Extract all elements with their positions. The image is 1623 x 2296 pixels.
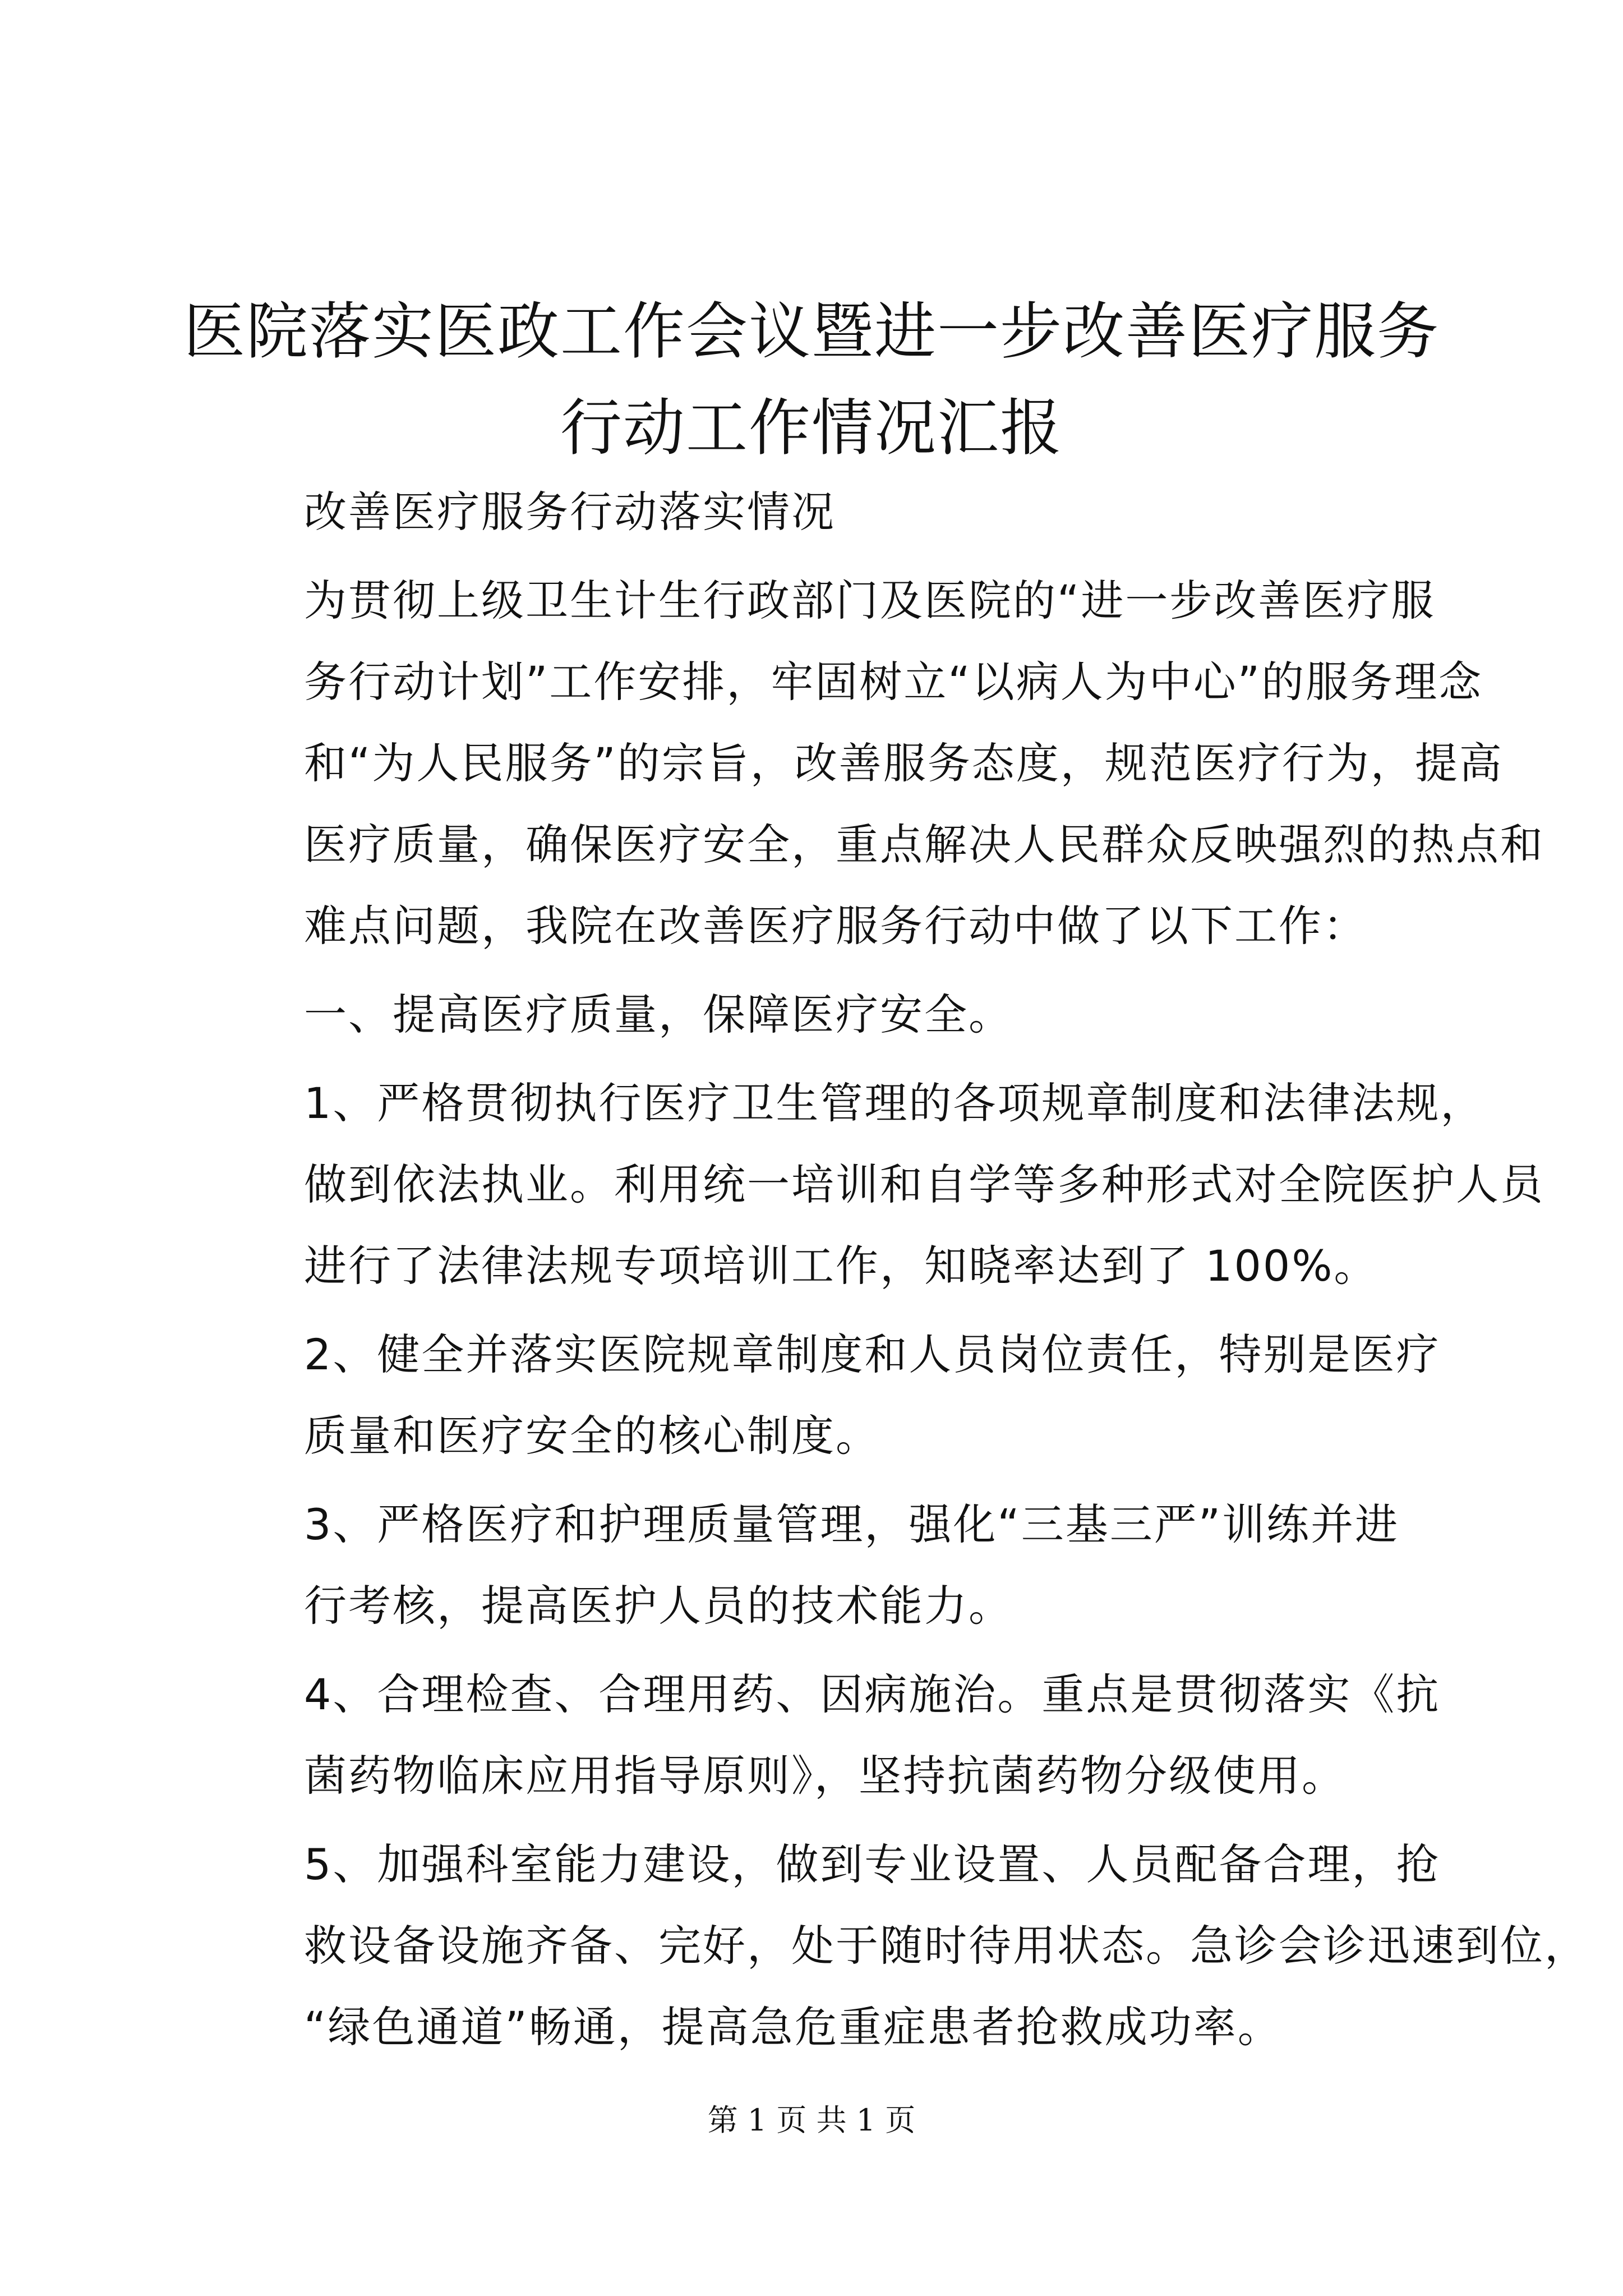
document-title [168,283,1455,476]
text-line: 2、健全并落实医院规章制度和人员岗位责任，特别是医疗 [304,1329,1441,1379]
title-line-2: 行动工作情况汇报 [560,392,1063,464]
text-line: 为贯彻上级卫生计生行政部门及医院的“进一步改善医疗服 [304,576,1436,625]
list-item-4 [219,1654,1441,1816]
text-line: 菌药物临床应用指导原则》，坚持抗菌药物分级使用。 [304,1751,1346,1801]
page-number-footer: 第 1 页 共 1 页 [707,2102,916,2138]
text-line: 医疗质量，确保医疗安全，重点解决人民群众反映强烈的热点和 [304,820,1544,869]
list-item-3 [219,1484,1408,1646]
text-line: 做到依法执业。利用统一培训和自学等多种形式对全院医护人员 [304,1159,1544,1209]
text-line: 和“为人民服务”的宗旨，改善服务态度，规范医疗行为，提高 [304,738,1504,788]
text-line: 一、提高医疗质量，保障医疗安全。 [304,990,1013,1039]
section-heading [219,471,1408,553]
text-line: 务行动计划”工作安排，牢固树立“以病人为中心”的服务理念 [304,657,1483,707]
text-line: 4、合理检查、合理用药、因病施治。重点是贯彻落实《抗 [304,1669,1441,1719]
text-line: 行考核，提高医护人员的技术能力。 [304,1581,1013,1631]
list-item-5 [219,1824,1589,2068]
text-line: 1、严格贯彻执行医疗卫生管理的各项规章制度和法律法规， [304,1078,1485,1128]
document-body [219,471,1589,2075]
text-line: 进行了法律法规专项培训工作，知晓率达到了 100%。 [304,1241,1378,1291]
text-line: 5、加强科室能力建设，做到专业设置、人员配备合理，抢 [304,1839,1441,1889]
intro-paragraph [219,560,1544,967]
text-line: 质量和医疗安全的核心制度。 [304,1411,880,1461]
text-line: 难点问题，我院在改善医疗服务行动中做了以下工作： [304,901,1367,951]
text-line: “绿色通道”畅通，提高急危重症患者抢救成功率。 [304,2002,1282,2052]
list-item-1 [219,1062,1544,1306]
list-item-2 [219,1314,1441,1476]
subsection-heading [219,974,1408,1055]
text-line: 3、严格医疗和护理质量管理，强化“三基三严”训练并进 [304,1499,1400,1549]
text-line: 救设备设施齐备、完好，处于随时待用状态。急诊会诊迅速到位， [304,1921,1589,1971]
text-line: 改善医疗服务行动落实情况 [304,487,836,537]
title-line-1: 医院落实医政工作会议暨进一步改善医疗服务 [183,296,1440,367]
